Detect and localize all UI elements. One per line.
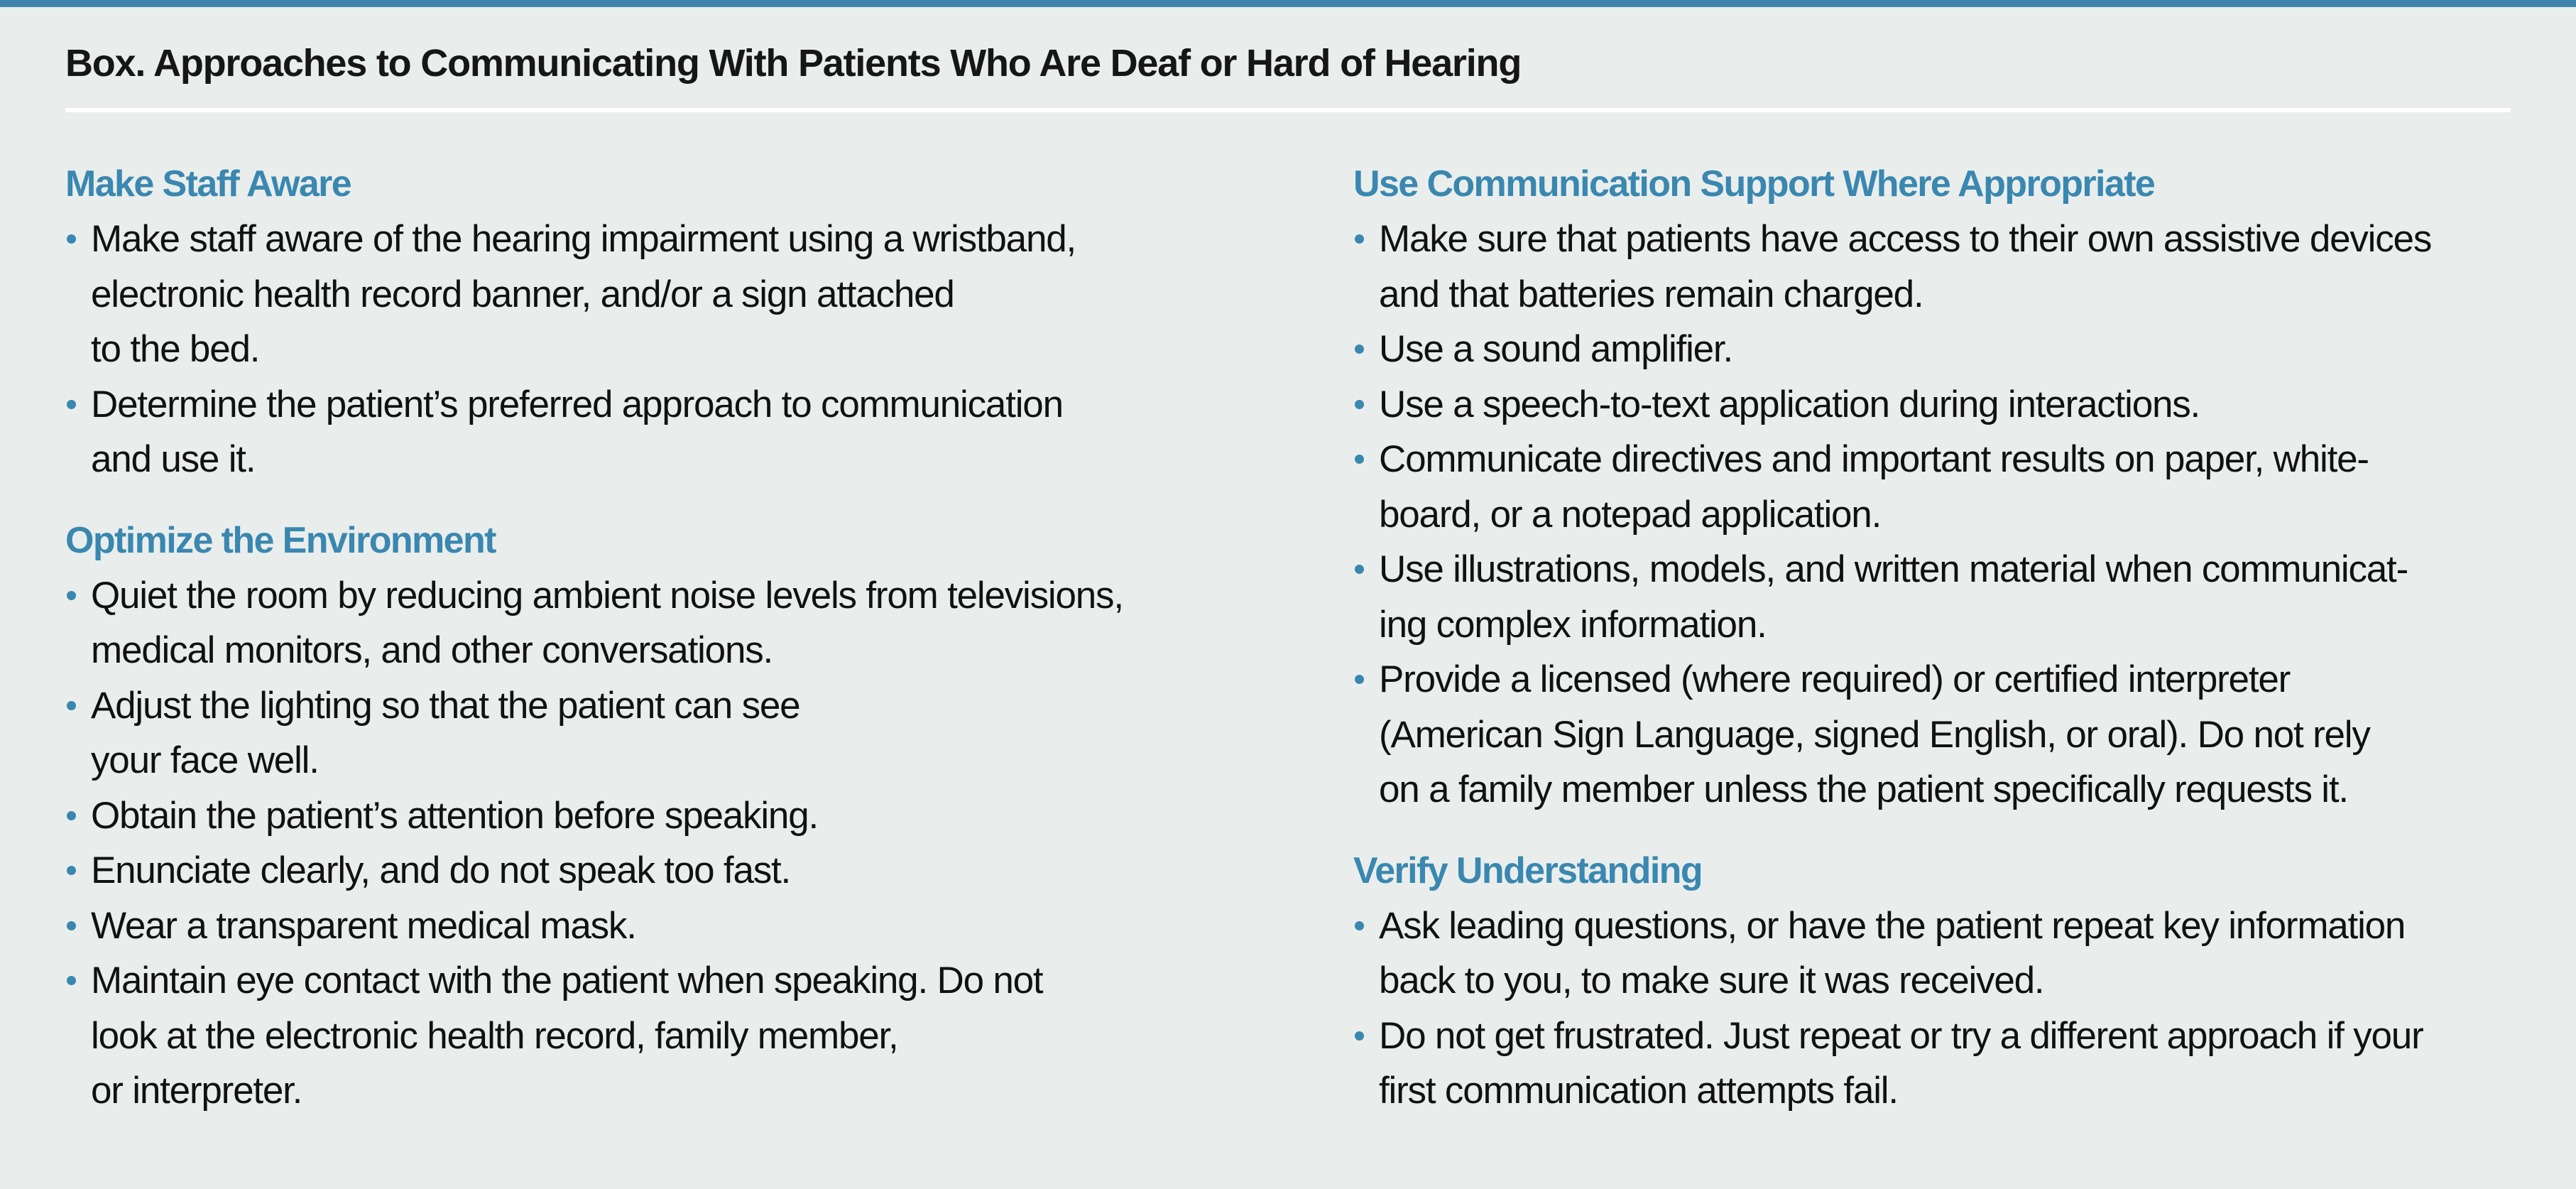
list-item — [65, 898, 1315, 954]
list-item-text-line: Maintain eye contact with the patient when speaking. Do not — [91, 960, 1043, 1001]
bullet-list — [1353, 898, 2560, 1119]
bullet-list — [65, 568, 1315, 1119]
left-column — [65, 156, 1315, 1144]
bullet-dot-icon — [67, 234, 76, 244]
list-item-text-line: ing complex information. — [1379, 603, 1767, 646]
list-item-text-line: Enunciate clearly, and do not speak too fast. — [91, 849, 791, 891]
bullet-dot-icon — [1355, 921, 1364, 930]
list-item — [1353, 898, 2560, 1009]
list-item — [1353, 542, 2560, 652]
bullet-dot-icon — [67, 866, 76, 875]
list-item-text-line: board, or a notepad application. — [1379, 493, 1882, 536]
list-item-text-line: back to you, to make sure it was received. — [1379, 960, 2044, 1001]
bullet-list — [1353, 212, 2560, 818]
list-item-text-line: on a family member unless the patient specifically requests it. — [1379, 769, 2348, 810]
bullet-dot-icon — [1355, 344, 1364, 354]
bullet-dot-icon — [1355, 455, 1364, 464]
list-item-text-line: Adjust the lighting so that the patient can see — [91, 684, 800, 727]
list-item — [1353, 1009, 2560, 1119]
list-item — [1353, 212, 2560, 322]
title-divider — [65, 108, 2511, 112]
list-item-text-line: Make staff aware of the hearing impairment using a wristband, — [91, 218, 1076, 260]
list-item — [65, 377, 1315, 487]
list-item-text-line: Ask leading questions, or have the patient repeat key information — [1379, 904, 2406, 947]
list-item — [65, 568, 1315, 678]
section-heading: Optimize the Environment — [65, 519, 496, 561]
list-item-text-line: Communicate directives and important results on paper, white- — [1379, 438, 2369, 480]
list-item — [65, 678, 1315, 788]
list-item-text-line: Make sure that patients have access to their own assistive devices — [1379, 218, 2432, 260]
list-item-text-line: Provide a licensed (where required) or certified interpreter — [1379, 658, 2291, 700]
right-column — [1353, 156, 2560, 1144]
list-item — [1353, 652, 2560, 818]
list-item-text-line: Obtain the patient’s attention before speaking. — [91, 794, 818, 837]
bullet-dot-icon — [67, 400, 76, 409]
bullet-dot-icon — [1355, 1031, 1364, 1041]
section-heading: Make Staff Aware — [65, 163, 351, 205]
list-item-text-line: (American Sign Language, signed English, or oral). Do not rely — [1379, 713, 2370, 756]
list-item-text-line: Use a sound amplifier. — [1379, 328, 1732, 370]
box-title: Box. Approaches to Communicating With Patients Who Are Deaf or Hard of Hearing — [65, 42, 1522, 85]
section — [65, 513, 1315, 1119]
list-item — [65, 212, 1315, 377]
section-heading: Use Communication Support Where Appropriate — [1353, 163, 2155, 205]
list-item-text-line: your face well. — [91, 739, 319, 781]
list-item-text-line: Do not get frustrated. Just repeat or try a different approach if your — [1379, 1014, 2423, 1057]
list-item — [65, 953, 1315, 1119]
section — [65, 156, 1315, 487]
bullet-dot-icon — [1355, 400, 1364, 409]
section — [1353, 843, 2560, 1119]
list-item-text-line: and that batteries remain charged. — [1379, 273, 1923, 315]
bullet-dot-icon — [67, 811, 76, 820]
list-item-text-line: look at the electronic health record, family member, — [91, 1014, 898, 1057]
list-item-text-line: Determine the patient’s preferred approach to communication — [91, 383, 1063, 425]
list-item — [65, 843, 1315, 898]
list-item-text-line: Use a speech-to-text application during interactions. — [1379, 383, 2200, 425]
bullet-dot-icon — [1355, 675, 1364, 684]
list-item — [1353, 322, 2560, 377]
list-item-text-line: medical monitors, and other conversations. — [91, 629, 773, 671]
list-item-text-line: and use it. — [91, 438, 256, 480]
list-item-text-line: first communication attempts fail. — [1379, 1070, 1898, 1112]
bullet-dot-icon — [67, 591, 76, 600]
list-item-text-line: Use illustrations, models, and written material when communicat- — [1379, 548, 2408, 590]
list-item-text-line: Quiet the room by reducing ambient noise levels from televisions, — [91, 574, 1123, 617]
list-item-text-line: or interpreter. — [91, 1070, 302, 1112]
list-item — [1353, 377, 2560, 433]
list-item — [1353, 432, 2560, 542]
section — [1353, 156, 2560, 818]
bullet-dot-icon — [67, 701, 76, 710]
list-item — [65, 788, 1315, 844]
bullet-dot-icon — [67, 976, 76, 985]
list-item-text-line: electronic health record banner, and/or a sign attached — [91, 273, 954, 315]
bullet-dot-icon — [1355, 234, 1364, 244]
list-item-text-line: Wear a transparent medical mask. — [91, 904, 636, 947]
list-item-text-line: to the bed. — [91, 328, 260, 370]
bullet-list — [65, 212, 1315, 487]
section-heading: Verify Understanding — [1353, 849, 1702, 891]
bullet-dot-icon — [1355, 565, 1364, 574]
bullet-dot-icon — [67, 921, 76, 930]
